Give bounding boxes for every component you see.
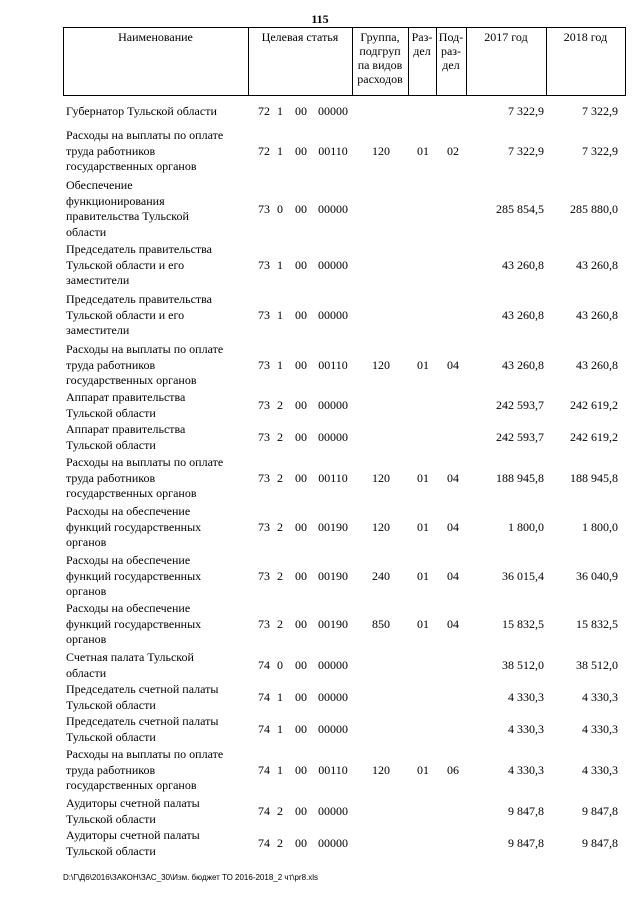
table-row: Председатель счетной палаты Тульской области 74 1 00 00000 4 330,3 4 330,3 bbox=[66, 682, 618, 712]
table-row: Губернатор Тульской области 72 1 00 00000 7 322,9 7 322,9 bbox=[66, 104, 618, 118]
header-2018: 2018 год bbox=[563, 30, 608, 44]
table-row: Обеспечение функционирования правительства Тульской области 73 0 00 00000 285 854,5 285 880,0 bbox=[66, 178, 618, 239]
page-number: 115 bbox=[311, 12, 329, 26]
table-row: Аудиторы счетной палаты Тульской области 74 2 00 00000 9 847,8 9 847,8 bbox=[66, 828, 618, 858]
table-row: Расходы на выплаты по оплате труда работников государственных органов 74 1 00 00110 120 01 06 4 330,3 4 330,3 bbox=[66, 747, 618, 792]
table-row: Председатель правительства Тульской области и его заместители 73 1 00 00000 43 260,8 43 260,8 bbox=[66, 292, 618, 337]
table-row: Аппарат правительства Тульской области 73 2 00 00000 242 593,7 242 619,2 bbox=[66, 390, 618, 420]
table-row: Счетная палата Тульской области 74 0 00 00000 38 512,0 38 512,0 bbox=[66, 650, 618, 680]
table-row: Расходы на выплаты по оплате труда работников государственных органов 73 2 00 00110 120 01 04 188 945,8 188 945,8 bbox=[66, 455, 618, 500]
table-header bbox=[63, 27, 626, 96]
header-section: Раз- дел bbox=[411, 30, 433, 58]
header-group: Группа, подгруп па видов расходов bbox=[357, 30, 403, 86]
table-row: Аудиторы счетной палаты Тульской области 74 2 00 00000 9 847,8 9 847,8 bbox=[66, 796, 618, 826]
table-row: Расходы на обеспечение функций государственных органов 73 2 00 00190 850 01 04 15 832,5 15 832,5 bbox=[66, 601, 618, 646]
header-2017: 2017 год bbox=[484, 30, 528, 44]
table-row: Расходы на выплаты по оплате труда работников государственных органов 72 1 00 00110 120 01 02 7 322,9 7 322,9 bbox=[66, 128, 618, 173]
header-subsection: Под- раз- дел bbox=[438, 30, 464, 72]
table-row: Расходы на обеспечение функций государственных органов 73 2 00 00190 240 01 04 36 015,4 36 040,9 bbox=[66, 553, 618, 598]
table-row: Председатель правительства Тульской области и его заместители 73 1 00 00000 43 260,8 43 260,8 bbox=[66, 242, 618, 287]
table-row: Председатель счетной палаты Тульской области 74 1 00 00000 4 330,3 4 330,3 bbox=[66, 714, 618, 744]
table-row: Расходы на обеспечение функций государственных органов 73 2 00 00190 120 01 04 1 800,0 1 800,0 bbox=[66, 504, 618, 549]
table-row: Расходы на выплаты по оплате труда работников государственных органов 73 1 00 00110 120 01 04 43 260,8 43 260,8 bbox=[66, 342, 618, 387]
file-path-footer: D:\Г\Д6\2016\ЗАКОН\ЗАС_30\Изм. бюджет ТО 2016-2018_2 чт\pr8.xls bbox=[63, 873, 319, 882]
header-target: Целевая статья bbox=[261, 30, 339, 44]
header-name: Наименование bbox=[118, 30, 193, 44]
table-row: Аппарат правительства Тульской области 73 2 00 00000 242 593,7 242 619,2 bbox=[66, 422, 618, 452]
